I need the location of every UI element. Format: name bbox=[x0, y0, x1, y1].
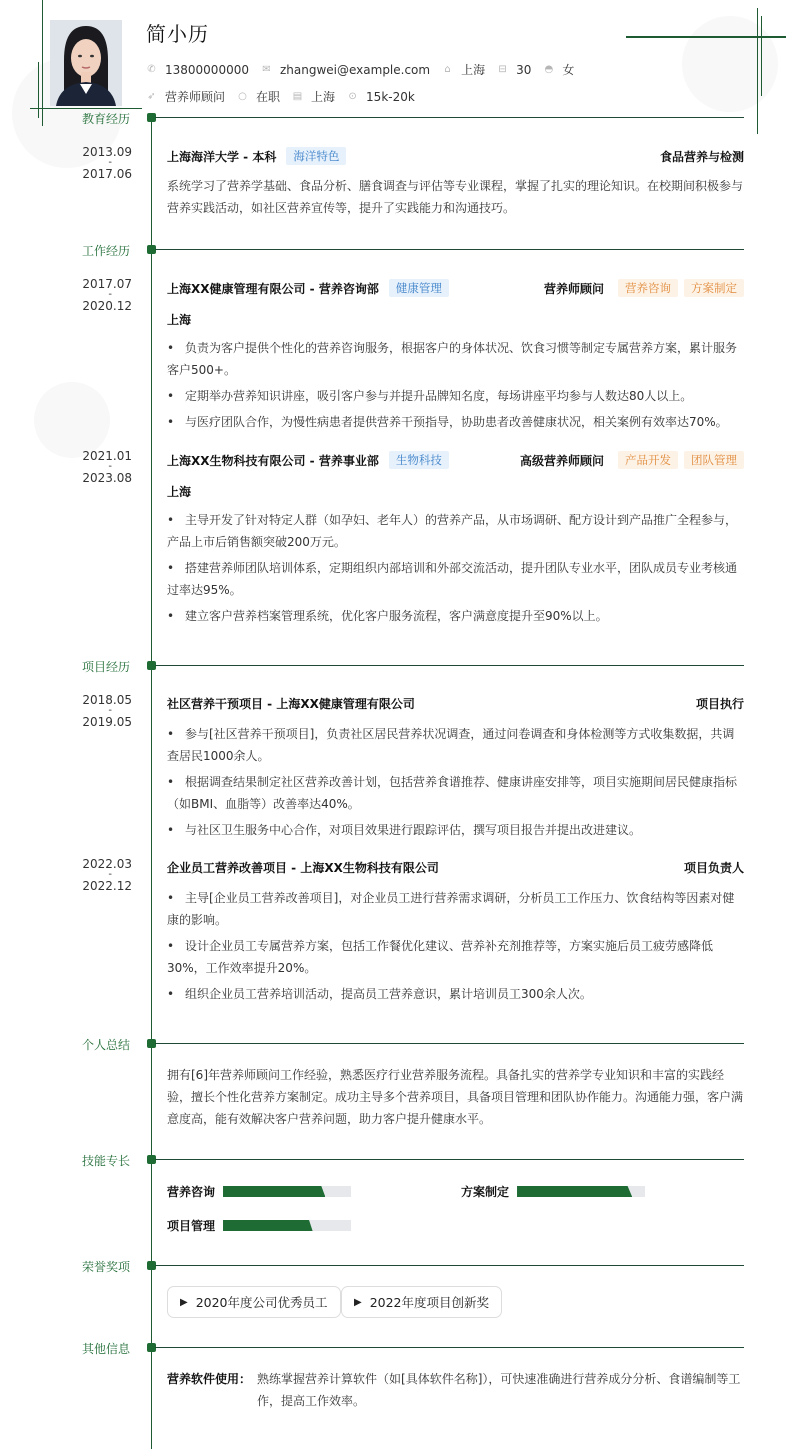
gender-text: 女 bbox=[562, 63, 575, 77]
send-icon: ➶ bbox=[147, 91, 156, 102]
project-bullet: • 主导[企业员工营养改善项目]，对企业员工进行营养需求调研，分析员工工作压力、饮食结构等因素对健康的影响。 bbox=[167, 887, 744, 931]
target-job-text: 营养师顾问 bbox=[165, 90, 226, 104]
skill-item bbox=[167, 1183, 351, 1200]
location-text: 上海 bbox=[461, 63, 486, 77]
triangle-icon: ▶ bbox=[354, 1296, 362, 1308]
gender-icon: ◓ bbox=[544, 64, 554, 75]
award-badge bbox=[341, 1286, 502, 1318]
company-tag: 生物科技 bbox=[389, 451, 449, 469]
status-item bbox=[237, 88, 280, 105]
company-dept: 上海XX健康管理有限公司 - 营养咨询部 bbox=[167, 281, 379, 296]
skill-name: 项目管理 bbox=[167, 1219, 216, 1233]
decor-line bbox=[626, 36, 786, 38]
project-bullet: • 参与[社区营养干预项目]，负责社区居民营养状况调查，通过问卷调查和身体检测等方式收集数据，共调查居民1000余人。 bbox=[167, 723, 744, 767]
work-date: 2021.01 - 2023.08 bbox=[82, 449, 132, 485]
project-bullet: • 与社区卫生服务中心合作，对项目效果进行跟踪评估，撰写项目报告并提出改进建议。 bbox=[167, 819, 744, 841]
work-bullet: • 负责为客户提供个性化的营养咨询服务，根据客户的身体状况、饮食习惯等制定专属营养方案，累计服务客户500+。 bbox=[167, 337, 744, 381]
status-icon: ○ bbox=[238, 91, 247, 102]
skill-tag: 营养咨询 bbox=[618, 279, 678, 297]
target-city-item bbox=[292, 88, 335, 105]
project-header bbox=[167, 859, 744, 876]
location-item bbox=[442, 61, 485, 78]
section-title-work: 工作经历 bbox=[81, 244, 130, 258]
major: 食品营养与检测 bbox=[659, 149, 744, 164]
decor-circle bbox=[682, 16, 778, 112]
mail-icon: ✉ bbox=[262, 64, 271, 75]
section-divider bbox=[155, 1265, 744, 1266]
work-city: 上海 bbox=[167, 485, 192, 499]
school-degree: 上海海洋大学 - 本科 bbox=[167, 149, 277, 164]
project-bullet: • 设计企业员工专属营养方案，包括工作餐优化建议、营养补充剂推荐等，方案实施后员工疲劳感降低30%，工作效率提升20%。 bbox=[167, 935, 744, 979]
skill-name: 方案制定 bbox=[461, 1185, 510, 1199]
award-text: 2020年度公司优秀员工 bbox=[195, 1295, 328, 1310]
avatar bbox=[50, 20, 122, 106]
home-icon: ⌂ bbox=[444, 64, 451, 75]
project-bullet: • 组织企业员工营养培训活动，提高员工营养意识，累计培训员工300余人次。 bbox=[167, 983, 744, 1005]
skill-bar-fill bbox=[223, 1186, 325, 1197]
work-bullet: • 建立客户营养档案管理系统，优化客户服务流程，客户满意度提升至90%以上。 bbox=[167, 605, 744, 627]
section-divider bbox=[155, 1347, 744, 1348]
company-dept: 上海XX生物科技有限公司 - 营养事业部 bbox=[167, 453, 379, 468]
timeline-line bbox=[151, 118, 152, 1449]
work-bullet: • 与医疗团队合作，为慢性病患者提供营养干预指导，协助患者改善健康状况，相关案例有效率达70%。 bbox=[167, 411, 744, 433]
job-role: 营养师顾问 bbox=[543, 281, 604, 296]
skill-bar-fill bbox=[223, 1220, 313, 1231]
skill-bar bbox=[517, 1186, 645, 1197]
work-bullet: • 定期举办营养知识讲座，吸引客户参与并提升品牌知名度，每场讲座平均参与人数达80人以上。 bbox=[167, 385, 744, 407]
section-divider bbox=[155, 249, 744, 250]
work-city: 上海 bbox=[167, 313, 192, 327]
project-bullet: • 根据调查结果制定社区营养改善计划，包括营养食谱推荐、健康讲座安排等，项目实施期间居民健康指标（如BMI、血脂等）改善率达40%。 bbox=[167, 771, 744, 815]
project-date: 2022.03 - 2022.12 bbox=[82, 857, 132, 893]
section-divider bbox=[155, 1043, 744, 1044]
section-title-education: 教育经历 bbox=[81, 112, 130, 126]
work-header bbox=[167, 279, 744, 297]
project-title: 企业员工营养改善项目 - 上海XX生物科技有限公司 bbox=[167, 861, 439, 875]
skill-tag: 团队管理 bbox=[684, 451, 744, 469]
education-date: 2013.09 - 2017.06 bbox=[82, 145, 132, 181]
skill-bar bbox=[223, 1186, 351, 1197]
decor-line bbox=[38, 62, 39, 118]
phone-text: 13800000000 bbox=[165, 62, 249, 77]
age-icon: ⊟ bbox=[498, 64, 507, 75]
section-title-awards: 荣誉奖项 bbox=[81, 1260, 130, 1274]
work-bullet: • 搭建营养师团队培训体系，定期组织内部培训和外部交流活动，提升团队专业水平，团队成员专业考核通过率达95%。 bbox=[167, 557, 744, 601]
section-divider bbox=[155, 117, 744, 118]
job-row bbox=[146, 88, 427, 105]
award-badge bbox=[167, 1286, 341, 1318]
status-text: 在职 bbox=[256, 90, 281, 104]
other-info-value: 熟练掌握营养计算软件（如[具体软件名称]），可快速准确进行营养成分分析、食谱编制等工作，提高工作效率。 bbox=[257, 1372, 741, 1408]
project-title: 社区营养干预项目 - 上海XX健康管理有限公司 bbox=[167, 697, 415, 711]
work-header bbox=[167, 451, 744, 469]
age-text: 30 bbox=[516, 62, 532, 77]
project-date: 2018.05 - 2019.05 bbox=[82, 693, 132, 729]
triangle-icon: ▶ bbox=[180, 1296, 188, 1308]
project-header bbox=[167, 695, 744, 712]
section-title-summary: 个人总结 bbox=[81, 1038, 130, 1052]
work-bullet: • 主导开发了针对特定人群（如孕妇、老年人）的营养产品，从市场调研、配方设计到产品推广全程参与，产品上市后销售额突破200万元。 bbox=[167, 509, 744, 553]
salary-icon: ⊙ bbox=[348, 91, 357, 102]
salary-text: 15k-20k bbox=[366, 89, 415, 104]
project-role: 项目执行 bbox=[695, 697, 744, 711]
skill-item bbox=[167, 1217, 351, 1234]
other-info-key: 营养软件使用： bbox=[167, 1372, 252, 1386]
section-title-projects: 项目经历 bbox=[81, 660, 130, 674]
email-item bbox=[261, 63, 430, 77]
contact-row bbox=[146, 61, 586, 78]
section-divider bbox=[155, 665, 744, 666]
education-description: 系统学习了营养学基础、食品分析、膳食调查与评估等专业课程，掌握了扎实的理论知识。在校期间积极参与营养实践活动，如社区营养宣传等，提升了实践能力和沟通技巧。 bbox=[167, 179, 744, 215]
education-header bbox=[167, 147, 744, 165]
other-info-item bbox=[167, 1368, 744, 1412]
phone-icon: ✆ bbox=[147, 64, 156, 75]
decor-line bbox=[30, 108, 142, 109]
email-text: zhangwei@example.com bbox=[279, 62, 431, 77]
age-item bbox=[497, 63, 531, 77]
decor-line bbox=[761, 16, 762, 96]
skill-name: 营养咨询 bbox=[167, 1185, 216, 1199]
candidate-name: 简小历 bbox=[146, 22, 209, 46]
phone-item bbox=[146, 63, 249, 77]
project-role: 项目负责人 bbox=[683, 861, 744, 875]
job-role: 高级营养师顾问 bbox=[519, 453, 604, 468]
gender-item bbox=[543, 61, 574, 78]
target-city-text: 上海 bbox=[311, 90, 336, 104]
summary-text: 拥有[6]年营养师顾问工作经验，熟悉医疗行业营养服务流程。具备扎实的营养学专业知识和丰富的实践经验，擅长个性化营养方案制定。成功主导多个营养项目，具备项目管理和团队协作能力。沟通能力强，客户满意度高，能有效解决客户营养问题，助力客户提升健康水平。 bbox=[167, 1068, 744, 1126]
section-divider bbox=[155, 1159, 744, 1160]
section-title-skills: 技能专长 bbox=[81, 1154, 130, 1168]
section-title-other: 其他信息 bbox=[81, 1342, 130, 1356]
skill-bar-fill bbox=[517, 1186, 632, 1197]
skill-bar bbox=[223, 1220, 351, 1231]
skill-tag: 方案制定 bbox=[684, 279, 744, 297]
target-job-item bbox=[146, 88, 225, 105]
salary-item bbox=[347, 90, 415, 104]
building-icon: ▤ bbox=[292, 91, 303, 102]
skill-tag: 产品开发 bbox=[618, 451, 678, 469]
company-tag: 健康管理 bbox=[389, 279, 449, 297]
skill-item bbox=[461, 1183, 645, 1200]
school-tag: 海洋特色 bbox=[286, 147, 346, 165]
decor-circle bbox=[34, 382, 110, 458]
work-date: 2017.07 - 2020.12 bbox=[82, 277, 132, 313]
award-text: 2022年度项目创新奖 bbox=[369, 1295, 490, 1310]
decor-line bbox=[757, 8, 758, 134]
